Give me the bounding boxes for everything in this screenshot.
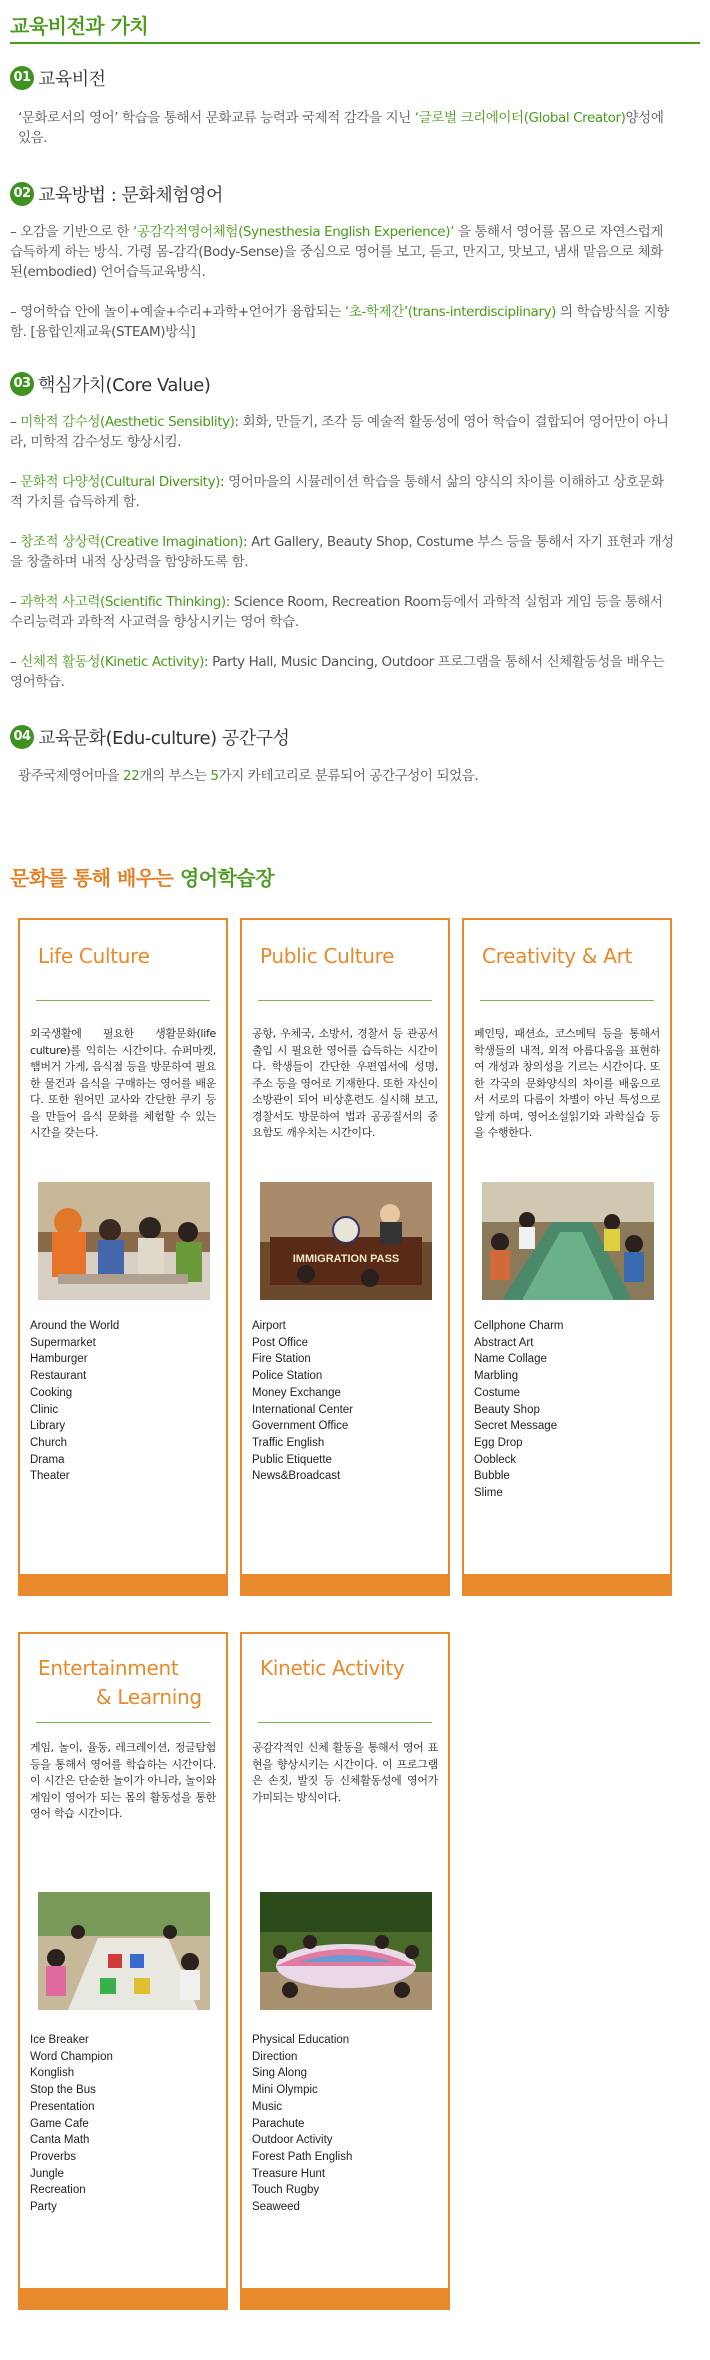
card-footer-bar [240,2288,450,2310]
booth-count: 22 [123,768,140,784]
list-item: Cellphone Charm [474,1320,564,1332]
list-item: Proverbs [30,2150,77,2163]
list-item: Treasure Hunt [252,2167,326,2180]
section-heading-vision [10,65,106,91]
method-text: 의 학습방식을 지향함. [융합인재교육(STEAM)방식] [10,304,669,340]
list-item: News&Broadcast [252,1470,341,1483]
card-entertainment-learning [18,1632,228,2310]
card-divider [36,1000,210,1001]
bullet: – [10,654,21,670]
section-number-badge: 02 [10,182,34,206]
list-item: Music [252,2100,283,2113]
life-culture-list [30,1318,119,1485]
list-item: Cooking [30,1386,73,1399]
list-item: Oobleck [474,1453,517,1466]
list-item: Marbling [474,1370,519,1383]
card-title-line-1: Entertainment [38,1656,179,1680]
card-kinetic-activity [240,1632,450,2310]
card-description: 공항, 우체국, 소방서, 경찰서 등 관공서 출입 시 필요한 영어를 습득하는 시간이다. 학생들이 간단한 우편엽서에 성명, 주소 등을 영어로 기재한다. 또한 자신이 소방관이 되어 비상훈련도 실시해 보고, 경찰서도 방문하여 법과 공공질서의 중요함도 깨우치는 시간이다. [252,1027,438,1139]
list-item: Clinic [30,1403,59,1416]
method-text: 을 통해서 영어를 몸으로 자연스럽게 습득하게 하는 방식. 가령 몸-감각(Body-Sense)을 중심으로 영어를 보고, 듣고, 만지고, 맛보고, 냄새 맡음으로 체화된(embodied) 언어습득교육방식. [10,224,664,280]
card-description: 게임, 놀이, 율동, 레크레이션, 정글탐험 등을 통해서 영어를 학습하는 시간이다. 이 시간은 단순한 놀이가 아니라, 놀이와 게임이 영어가 되는 몸의 활동성을 통한 영어 학습 시간이다. [30,1741,216,1820]
bullet: – [10,414,21,430]
section-title: 핵심가치(Core Value) [38,375,211,396]
card-description: 공감각적인 신체 활동을 통해서 영어 표현을 향상시키는 시간이다. 이 프로그램은 손짓, 발짓 등 신체활동성에 영어가 가미되는 방식이다. [252,1741,438,1804]
card-divider [480,1000,654,1001]
list-item: Police Station [252,1370,323,1383]
list-item: Library [30,1420,66,1433]
global-creator-highlight: ‘글로벌 크리에이터(Global Creator) [414,110,626,126]
core-value-imagination [10,532,675,572]
value-label: 문화적 다양성(Cultural Diversity) [20,474,221,490]
value-text: : 영어마을의 시뮬레이션 학습을 통해서 삶의 양식의 차이를 이해하고 상호문화적 가치를 습득하게 함. [10,474,664,510]
list-item: Abstract Art [474,1336,534,1349]
list-item: Game Cafe [30,2117,89,2130]
list-item: Mini Olympic [252,2084,318,2097]
list-item: Ice Breaker [30,2034,89,2046]
method-paragraph-2 [10,302,675,342]
entertainment-learning-list [30,2032,113,2216]
section-title: 교육비전 [38,69,106,90]
card-footer-bar [240,1574,450,1596]
bullet: – [10,534,21,550]
card-creativity-art [462,918,672,1596]
trans-interdisciplinary-highlight: ‘초-학제간’(trans-interdisciplinary) [344,304,557,320]
list-item: Stop the Bus [30,2084,96,2097]
list-item: Direction [252,2050,298,2063]
list-item: Outdoor Activity [252,2134,333,2147]
core-value-kinetic [10,652,675,692]
list-item: Konglish [30,2067,75,2080]
list-item: Fire Station [252,1353,311,1366]
list-item: Physical Education [252,2034,350,2046]
value-text: : Science Room, Recreation Room등에서 과학적 실험과 게임 등을 통해서 수리능력과 과학적 사교력을 향상시키는 영어 학습. [10,594,663,630]
list-item: Public Etiquette [252,1453,332,1466]
list-item: Restaurant [30,1370,87,1383]
section-heading-core-value [10,371,210,397]
bullet: – [10,594,21,610]
section-number-badge: 04 [10,725,34,749]
learning-space-heading [10,862,274,891]
card-description: 외국생활에 필요한 생활문화(life culture)를 익히는 시간이다. 슈퍼마켓, 햄버거 가게, 음식점 등을 방문하여 필요한 물건과 음식을 구매하는 영어를 배운다. 또한 원어민 교사와 간단한 쿠키 등을 만들어 음식 문화를 체험할 수 있는 시간을 갖는다. [30,1027,216,1139]
list-item: Presentation [30,2100,95,2113]
title-divider [10,42,700,44]
list-item: Word Champion [30,2050,113,2063]
section-number-badge: 01 [10,66,34,90]
card-public-culture [240,918,450,1596]
section-heading-method [10,181,223,207]
core-value-diversity [10,472,675,512]
card-footer-bar [18,2288,228,2310]
list-item: Secret Message [474,1420,558,1433]
value-text: : Art Gallery, Beauty Shop, Costume 부스 등을 통해서 자기 표현과 개성을 창출하며 내적 상상력을 함양하도록 함. [10,534,674,570]
list-item: Supermarket [30,1336,96,1349]
immigration-sign-text: IMMIGRATION PASS [292,1253,400,1265]
heading-green: 영어학습장 [179,866,275,890]
card-title [482,942,632,971]
list-item: Canta Math [30,2134,90,2147]
space-paragraph [18,766,683,786]
list-item: Sing Along [252,2067,307,2080]
card-title [260,1654,404,1683]
method-text: – 영어학습 안에 놀이+예술+수리+과학+언어가 융합되는 [10,304,345,320]
list-item: Costume [474,1386,521,1399]
list-item: Party [30,2201,57,2214]
value-text: : Party Hall, Music Dancing, Outdoor 프로그램을 통해서 신체활동성을 배우는 영어학습. [10,654,665,690]
core-value-aesthetic [10,412,675,452]
card-divider [36,1722,210,1723]
synesthesia-highlight: ‘공감각적영어체험(Synesthesia English Experience)’ [133,224,454,240]
list-item: Post Office [252,1336,309,1349]
list-item: Drama [30,1453,65,1466]
list-item: Jungle [30,2167,64,2180]
card-title-text: Public Culture [260,944,395,968]
space-text: 광주국제영어마을 [18,768,124,784]
value-label: 신체적 활동성(Kinetic Activity) [20,654,205,670]
section-number-badge: 03 [10,372,34,396]
list-item: Church [30,1436,68,1449]
vision-text-end: 양성에 있음. [18,110,664,146]
list-item: Government Office [252,1420,349,1433]
list-item: Seaweed [252,2201,300,2214]
list-item: International Center [252,1403,354,1416]
vision-paragraph [18,108,673,148]
card-divider [258,1722,432,1723]
list-item: Airport [252,1320,286,1332]
public-culture-list [252,1318,353,1485]
method-text: – 오감을 기반으로 한 [10,224,134,240]
card-divider [258,1000,432,1001]
section-heading-space [10,724,289,750]
list-item: Recreation [30,2184,86,2197]
list-item: Around the World [30,1320,120,1332]
card-life-culture [18,918,228,1596]
list-item: Hamburger [30,1353,88,1366]
list-item: Slime [474,1487,503,1500]
method-paragraph-1 [10,222,675,282]
list-item: Parachute [252,2117,305,2130]
space-text: 가지 카테고리로 분류되어 공간구성이 되었음. [218,768,479,784]
vision-text: ‘문화로서의 영어’ 학습을 통해서 문화교류 능력과 국제적 감각을 지닌 [18,110,415,126]
list-item: Bubble [474,1470,510,1483]
card-title [38,942,150,971]
space-text: 개의 부스는 [139,768,211,784]
card-footer-bar [18,1574,228,1596]
floor-game-photo [38,1892,210,2010]
category-count: 5 [210,768,219,784]
list-item: Beauty Shop [474,1403,540,1416]
card-title-text: Kinetic Activity [260,1656,405,1680]
card-title-text: Creativity & Art [482,944,633,968]
list-item: Theater [30,1470,70,1483]
value-text: : 회화, 만들기, 조각 등 예술적 활동성에 영어 학습이 결합되어 영어만이 아니라, 미학적 감수성도 향상시킴. [10,414,669,450]
value-label: 창조적 상상력(Creative Imagination) [20,534,244,550]
page-title: 교육비전과 가치 [10,14,149,38]
card-description: 페인팅, 패션쇼, 코스메틱 등을 통해서 학생들의 내적, 외적 아름다움을 표현하여 개성과 창의성을 기르는 시간이다. 또한 각국의 문화양식의 차이를 배움으로서 서로의 다름이 차별이 아닌 특성으로 알게 하며, 영어소설읽기와 과학실습 등을 수행한다. [474,1027,660,1139]
list-item: Touch Rugby [252,2184,320,2197]
cooking-class-photo [38,1182,210,1300]
card-title [38,1654,202,1712]
creativity-art-list [474,1318,564,1502]
list-item: Name Collage [474,1353,547,1366]
parachute-activity-photo [260,1892,432,2010]
art-class-photo [482,1182,654,1300]
list-item: Money Exchange [252,1386,341,1399]
card-footer-bar [462,1574,672,1596]
value-label: 과학적 사고력(Scientific Thinking) [20,594,226,610]
core-value-scientific [10,592,675,632]
value-label: 미학적 감수성(Aesthetic Sensiblity) [20,414,235,430]
immigration-desk-photo [260,1182,432,1300]
list-item: Traffic English [252,1436,325,1449]
kinetic-activity-list [252,2032,352,2216]
bullet: – [10,474,21,490]
card-title [260,942,394,971]
list-item: Forest Path English [252,2150,353,2163]
card-title-line-2: & Learning [96,1685,202,1709]
section-title: 교육문화(Edu-culture) 공간구성 [38,728,290,749]
card-title-text: Life Culture [38,944,150,968]
section-title: 교육방법 : 문화체험영어 [38,185,223,206]
heading-orange: 문화를 통해 배우는 [10,866,180,890]
list-item: Egg Drop [474,1436,523,1449]
